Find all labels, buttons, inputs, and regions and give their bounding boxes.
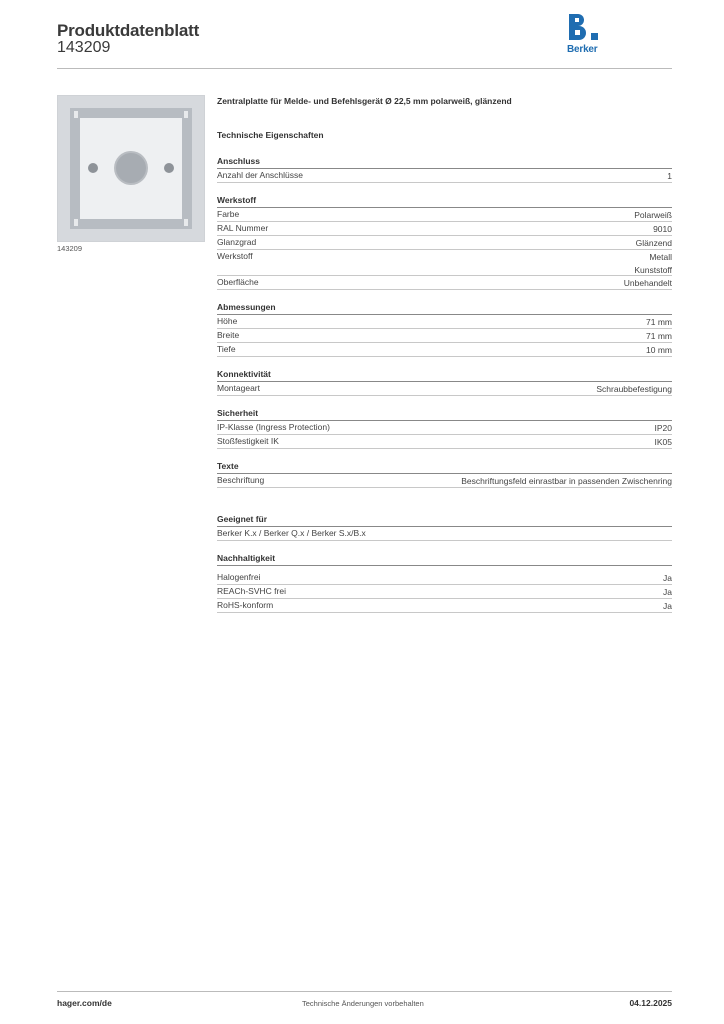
image-caption: 143209 (57, 244, 83, 253)
row-label: REACh-SVHC frei (217, 586, 286, 596)
row-label: Anzahl der Anschlüsse (217, 170, 303, 180)
table-row (217, 315, 672, 329)
section-title-abmessungen: Abmessungen (217, 302, 276, 312)
table-row (217, 527, 672, 541)
row-label: Glanzgrad (217, 237, 257, 247)
row-value: 1 (667, 171, 672, 181)
table-row (217, 236, 672, 250)
section-title-anschluss: Anschluss (217, 156, 260, 166)
row-value (634, 251, 672, 277)
row-label: Oberfläche (217, 277, 259, 287)
footer-date: 04.12.2025 (629, 998, 672, 1008)
row-value: Glänzend (635, 238, 672, 248)
product-number: 143209 (57, 39, 111, 56)
row-value: Beschriftungsfeld einrastbar in passenden Zwischenring (461, 476, 672, 486)
section-title-geeignet-fuer: Geeignet für (217, 514, 268, 524)
row-label: Werkstoff (217, 251, 253, 261)
row-value: Polarweiß (634, 210, 672, 220)
table-row (217, 474, 672, 488)
row-label: Beschriftung (217, 475, 265, 485)
table-row (217, 571, 672, 585)
table-row (217, 382, 672, 396)
section-title-konnektivitaet: Konnektivität (217, 369, 271, 379)
header-divider (57, 68, 672, 69)
row-value: Ja (663, 601, 672, 611)
row-value: 71 mm (646, 317, 672, 327)
table-row (217, 276, 672, 290)
row-label: Breite (217, 330, 240, 340)
row-label: RoHS-konform (217, 600, 274, 610)
table-row (217, 222, 672, 236)
row-label: IP-Klasse (Ingress Protection) (217, 422, 330, 432)
table-row (217, 435, 672, 449)
row-value-line: Kunststoff (634, 265, 672, 275)
technical-properties-heading: Technische Eigenschaften (217, 130, 324, 140)
row-label: Farbe (217, 209, 240, 219)
row-label: RAL Nummer (217, 223, 269, 233)
footer-website-link[interactable]: hager.com/de (57, 998, 112, 1008)
row-label: Montageart (217, 383, 260, 393)
footer-notice: Technische Änderungen vorbehalten (302, 999, 424, 1008)
table-row (217, 250, 672, 276)
section-title-nachhaltigkeit: Nachhaltigkeit (217, 553, 276, 563)
section-title-sicherheit: Sicherheit (217, 408, 259, 418)
table-row (217, 421, 672, 435)
row-value: Unbehandelt (623, 278, 672, 288)
logo-text: Berker (567, 44, 598, 55)
page-title: Produktdatenblatt (57, 21, 200, 40)
row-label: Höhe (217, 316, 238, 326)
row-value: IK05 (654, 437, 672, 447)
row-value: Ja (663, 573, 672, 583)
row-value: 10 mm (646, 345, 672, 355)
row-value: 9010 (653, 224, 672, 234)
row-value-line: Metall (649, 252, 672, 262)
table-row (217, 343, 672, 357)
row-value: Ja (663, 587, 672, 597)
row-label: Tiefe (217, 344, 236, 354)
table-row (217, 599, 672, 613)
berker-logo (566, 14, 606, 58)
footer-divider (57, 991, 672, 992)
cover-plate-illustration (58, 96, 204, 241)
row-label: Halogenfrei (217, 572, 261, 582)
table-row (217, 169, 672, 183)
section-title-werkstoff: Werkstoff (217, 195, 257, 205)
table-row (217, 585, 672, 599)
row-value: IP20 (654, 423, 672, 433)
product-image (57, 95, 205, 242)
row-label: Stoßfestigkeit IK (217, 436, 279, 446)
row-value: Schraubbefestigung (596, 384, 672, 394)
table-row (217, 329, 672, 343)
logo-dot (591, 33, 598, 40)
logo-b-mark (569, 14, 587, 40)
section-title-texte: Texte (217, 461, 239, 471)
row-value: 71 mm (646, 331, 672, 341)
section-divider (217, 565, 672, 566)
table-row (217, 208, 672, 222)
product-description: Zentralplatte für Melde- und Befehlsgerät Ø 22,5 mm polarweiß, glänzend (217, 96, 512, 106)
row-label: Berker K.x / Berker Q.x / Berker S.x/B.x (217, 528, 366, 538)
